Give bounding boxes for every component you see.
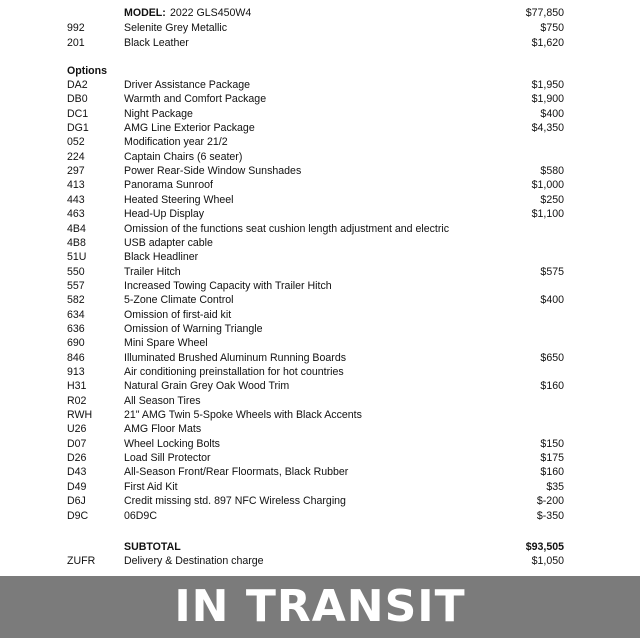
- option-code: DA2: [67, 79, 88, 91]
- option-description: Driver Assistance Package: [124, 79, 251, 91]
- option-row: [0, 336, 640, 350]
- option-row: [0, 351, 640, 365]
- option-code: D26: [67, 452, 87, 465]
- option-description: 5-Zone Climate Control: [124, 294, 234, 307]
- option-description: Mini Spare Wheel: [124, 337, 208, 350]
- option-code: R02: [67, 394, 87, 407]
- option-code: 913: [67, 366, 85, 378]
- option-price: $580: [540, 165, 564, 178]
- option-description: Air conditioning preinstallation for hot countries: [124, 366, 344, 378]
- option-description: Natural Grain Grey Oak Wood Trim: [124, 380, 290, 393]
- option-description: Night Package: [124, 107, 193, 120]
- option-code: 463: [67, 208, 85, 221]
- model-price: $77,850: [525, 7, 564, 19]
- line-item: [0, 36, 640, 50]
- option-row: [0, 207, 640, 221]
- option-description: AMG Floor Mats: [124, 423, 202, 436]
- model-value: 2022 GLS450W4: [170, 7, 252, 19]
- option-row: [0, 480, 640, 494]
- option-code: 297: [67, 165, 85, 178]
- option-code: D6J: [67, 495, 86, 508]
- option-price: $400: [540, 107, 564, 120]
- option-row: [0, 150, 640, 164]
- option-description: Heated Steering Wheel: [124, 193, 234, 206]
- option-price: $575: [540, 265, 564, 278]
- option-code: U26: [67, 423, 87, 436]
- option-description: USB adapter cable: [124, 236, 213, 249]
- option-code: D9C: [67, 509, 89, 522]
- option-row: [0, 394, 640, 408]
- option-description: All-Season Front/Rear Floormats, Black Rubber: [124, 466, 349, 479]
- option-row: [0, 92, 640, 106]
- item-price: $750: [540, 22, 564, 34]
- model-row: [0, 6, 640, 20]
- subtotal-label: SUBTOTAL: [124, 541, 181, 553]
- option-price: $160: [540, 466, 564, 479]
- option-description: Omission of Warning Triangle: [124, 322, 263, 335]
- option-row: [0, 451, 640, 465]
- option-row: [0, 322, 640, 336]
- option-code: D43: [67, 466, 87, 479]
- option-description: Load Sill Protector: [124, 452, 211, 465]
- model-label: MODEL:: [124, 7, 166, 19]
- destination-code: ZUFR: [67, 555, 96, 567]
- option-code: 413: [67, 179, 85, 192]
- option-code: H31: [67, 380, 87, 393]
- option-code: 443: [67, 193, 85, 206]
- destination-value: $1,050: [531, 555, 564, 567]
- option-description: Modification year 21/2: [124, 136, 228, 149]
- option-row: [0, 121, 640, 135]
- option-row: [0, 465, 640, 479]
- option-description: Black Headliner: [124, 251, 199, 264]
- option-row: [0, 265, 640, 279]
- subtotal-value: $93,505: [525, 541, 564, 553]
- option-code: 690: [67, 337, 85, 350]
- option-description: Omission of the functions seat cushion length adjustment and electric: [124, 222, 450, 235]
- option-description: 06D9C: [124, 509, 157, 522]
- option-row: [0, 250, 640, 264]
- option-code: 636: [67, 322, 85, 335]
- option-price: $35: [546, 480, 564, 493]
- option-row: [0, 293, 640, 307]
- option-price: $650: [540, 351, 564, 364]
- item-code: 201: [67, 37, 85, 49]
- item-description: Black Leather: [124, 37, 189, 49]
- option-row: [0, 236, 640, 250]
- option-row: [0, 365, 640, 379]
- option-row: [0, 509, 640, 523]
- destination-row: [0, 554, 640, 568]
- option-description: Power Rear-Side Window Sunshades: [124, 165, 302, 178]
- option-description: Omission of first-aid kit: [124, 308, 232, 321]
- banner-text: IN TRANSIT: [174, 581, 466, 632]
- item-code: 992: [67, 22, 85, 34]
- option-code: 550: [67, 265, 85, 278]
- option-row: [0, 494, 640, 508]
- option-price: $-200: [536, 495, 564, 508]
- option-description: Illuminated Brushed Aluminum Running Boards: [124, 351, 347, 364]
- option-description: All Season Tires: [124, 394, 201, 407]
- in-transit-banner: [0, 576, 640, 638]
- option-row: [0, 308, 640, 322]
- option-row: [0, 379, 640, 393]
- option-price: $4,350: [531, 122, 564, 134]
- option-row: [0, 437, 640, 451]
- option-code: 4B8: [67, 236, 86, 249]
- option-description: Captain Chairs (6 seater): [124, 150, 243, 163]
- option-code: 51U: [67, 251, 87, 264]
- option-description: Panorama Sunroof: [124, 179, 213, 192]
- item-price: $1,620: [531, 37, 564, 49]
- options-heading: Options: [67, 65, 108, 77]
- option-price: $400: [540, 294, 564, 307]
- option-row: [0, 107, 640, 121]
- option-code: DC1: [67, 107, 89, 120]
- option-description: Wheel Locking Bolts: [124, 437, 220, 450]
- option-description: Head-Up Display: [124, 208, 205, 221]
- option-row: [0, 193, 640, 207]
- option-code: 582: [67, 294, 85, 307]
- option-price: $160: [540, 380, 564, 393]
- option-row: [0, 78, 640, 92]
- option-code: 052: [67, 136, 85, 149]
- option-description: First Aid Kit: [124, 480, 178, 493]
- line-item: [0, 21, 640, 35]
- option-code: D07: [67, 437, 87, 450]
- option-price: $175: [540, 452, 564, 465]
- option-description: Credit missing std. 897 NFC Wireless Charging: [124, 495, 346, 508]
- option-row: [0, 422, 640, 436]
- option-price: $1,100: [531, 208, 564, 221]
- option-price: $1,950: [531, 79, 564, 91]
- option-code: DB0: [67, 93, 88, 106]
- item-description: Selenite Grey Metallic: [124, 22, 228, 34]
- destination-label: Delivery & Destination charge: [124, 555, 264, 567]
- option-row: [0, 279, 640, 293]
- option-price: $250: [540, 193, 564, 206]
- option-code: 557: [67, 279, 85, 292]
- option-price: $-350: [536, 509, 564, 522]
- option-code: 224: [67, 150, 85, 163]
- option-code: 846: [67, 351, 85, 364]
- option-price: $150: [540, 437, 564, 450]
- option-description: AMG Line Exterior Package: [124, 122, 255, 134]
- option-row: [0, 178, 640, 192]
- option-description: Trailer Hitch: [124, 265, 181, 278]
- option-description: Increased Towing Capacity with Trailer Hitch: [124, 279, 332, 292]
- option-price: $1,000: [531, 179, 564, 192]
- option-description: Warmth and Comfort Package: [124, 93, 267, 106]
- option-row: [0, 164, 640, 178]
- option-description: 21" AMG Twin 5-Spoke Wheels with Black Accents: [124, 409, 362, 422]
- option-price: $1,900: [531, 93, 564, 106]
- option-code: RWH: [67, 409, 93, 422]
- option-row: [0, 222, 640, 236]
- option-row: [0, 135, 640, 149]
- option-row: [0, 408, 640, 422]
- option-code: D49: [67, 480, 87, 493]
- subtotal-row: [0, 540, 640, 554]
- option-code: 634: [67, 308, 85, 321]
- option-code: 4B4: [67, 222, 86, 235]
- option-code: DG1: [67, 122, 89, 134]
